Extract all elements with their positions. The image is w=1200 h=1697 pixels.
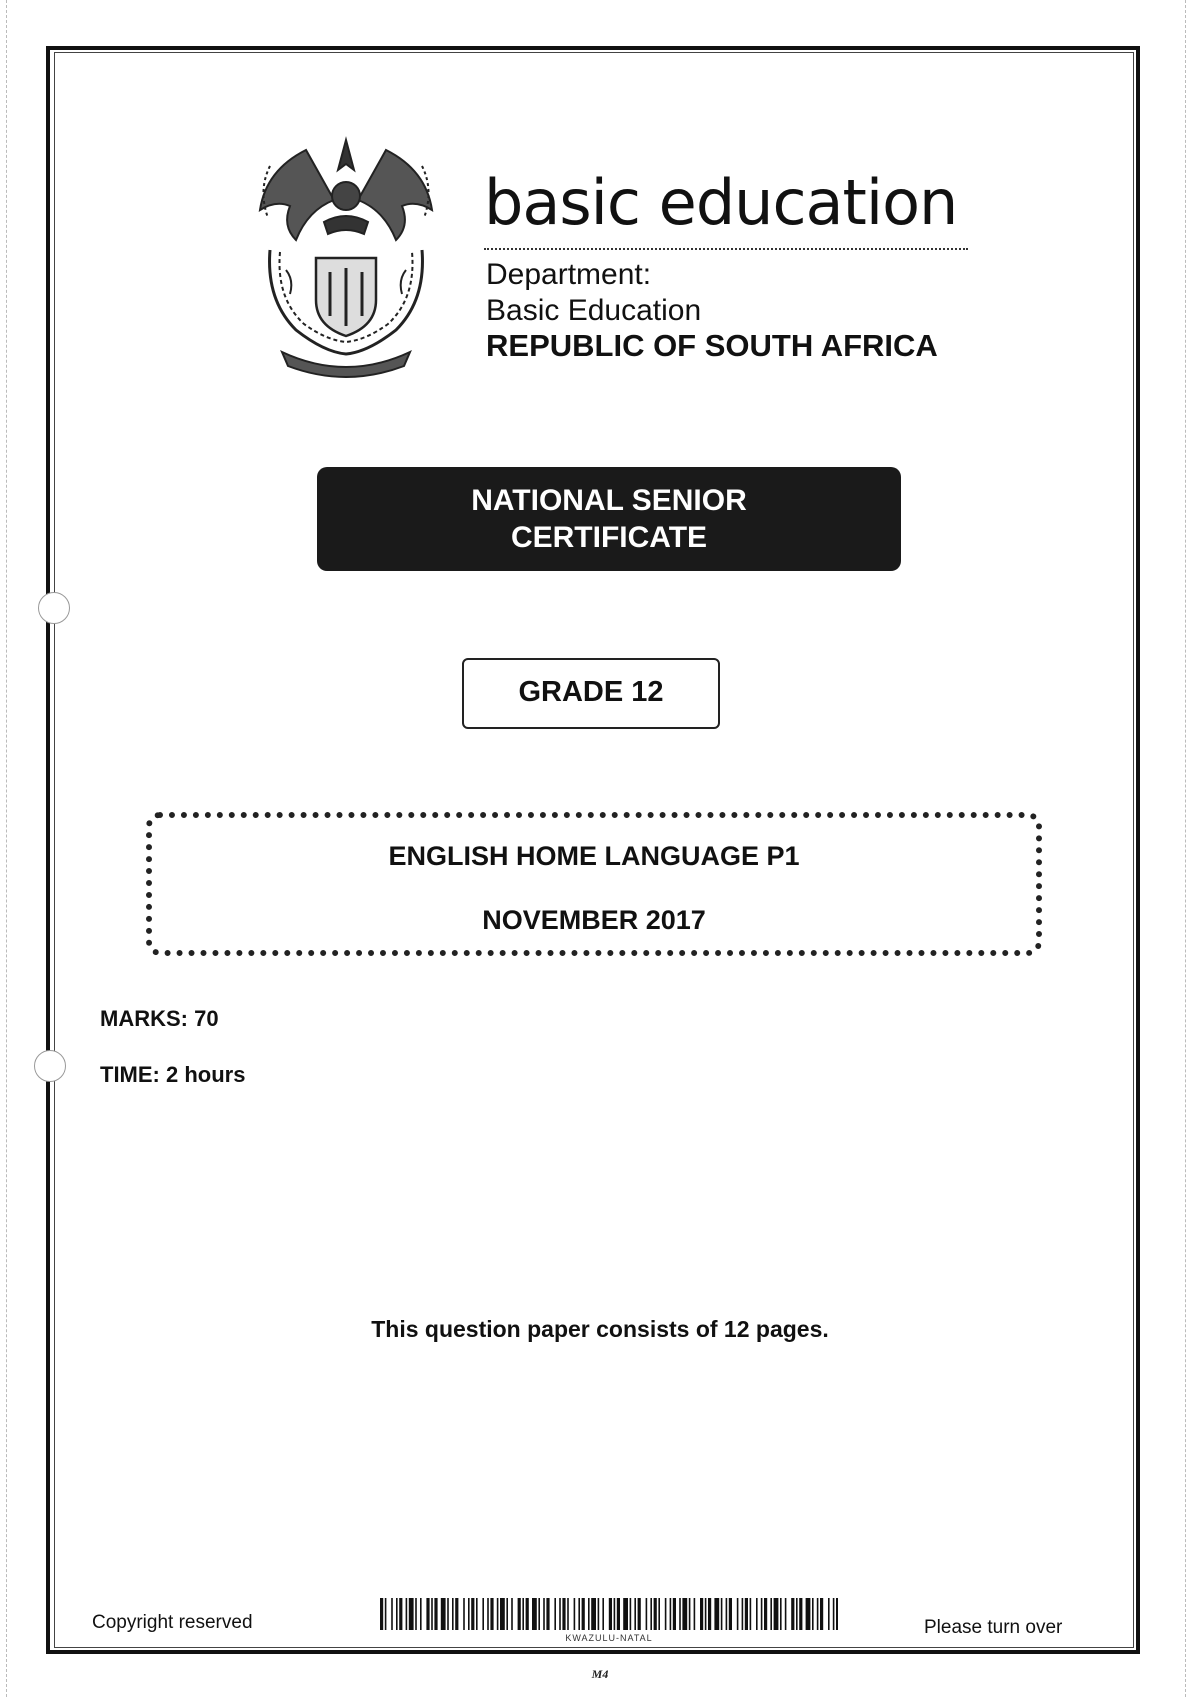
punch-hole-bottom xyxy=(34,1050,66,1082)
certificate-banner xyxy=(317,467,901,571)
certificate-line-2: CERTIFICATE xyxy=(510,521,708,554)
punch-hole-top xyxy=(38,592,70,624)
pages-note: This question paper consists of 12 pages. xyxy=(371,1316,829,1342)
brand-divider xyxy=(484,248,968,250)
exam-session: NOVEMBER 2017 xyxy=(482,905,706,935)
grade-label: GRADE 12 xyxy=(462,658,720,729)
country-name: REPUBLIC OF SOUTH AFRICA xyxy=(486,328,938,363)
scan-edge-left xyxy=(6,0,7,1697)
marks-label: MARKS: 70 xyxy=(100,1006,219,1031)
scan-edge-right xyxy=(1185,0,1186,1697)
department-name: Basic Education xyxy=(486,294,702,327)
turn-over-notice: Please turn over xyxy=(924,1617,1063,1638)
coat-of-arms-icon xyxy=(246,130,446,380)
brand-title: basic education xyxy=(484,166,958,239)
department-label: Department: xyxy=(486,258,652,291)
barcode-caption: KWAZULU-NATAL xyxy=(565,1633,653,1643)
certificate-line-1: NATIONAL SENIOR xyxy=(471,484,747,517)
page-number: M4 xyxy=(591,1667,609,1681)
time-label: TIME: 2 hours xyxy=(100,1062,246,1087)
copyright-notice: Copyright reserved xyxy=(92,1612,253,1633)
subject-name: ENGLISH HOME LANGUAGE P1 xyxy=(388,841,800,871)
barcode xyxy=(380,1598,838,1630)
